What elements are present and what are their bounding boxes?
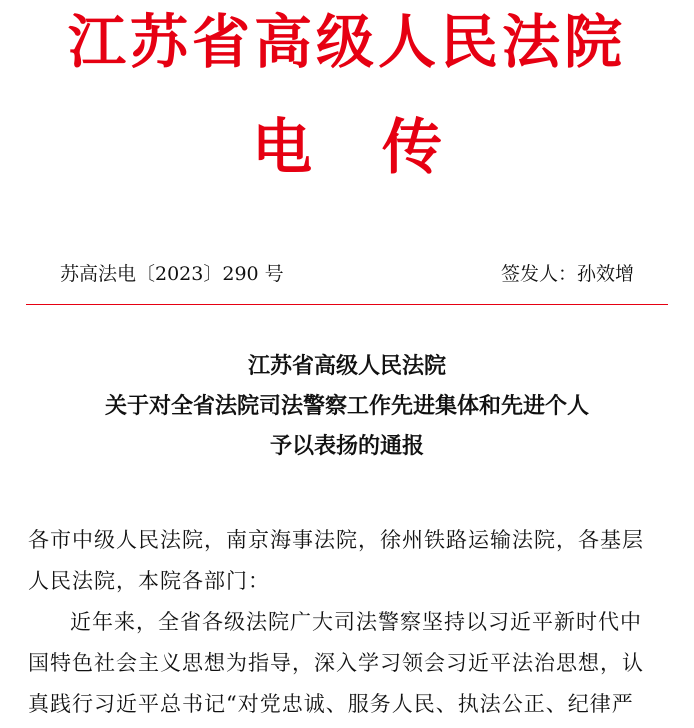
paragraph-line: 真践行习近平总书记“对党忠诚、服务人民、执法公正、纪律严 (28, 692, 634, 716)
signer: 签发人：孙效增 (500, 263, 634, 285)
paragraph-line: 近年来，全省各级法院广大司法警察坚持以习近平新时代中 (70, 610, 642, 634)
red-separator-line (26, 304, 668, 305)
paragraph-line: 国特色社会主义思想为指导，深入学习领会习近平法治思想，认 (28, 651, 644, 675)
document-body (28, 520, 668, 725)
document-type-heading (0, 112, 694, 184)
notice-title-line-3: 予以表扬的通报 (269, 433, 424, 459)
document-number: 苏高法电〔2023〕290 号 (60, 263, 284, 285)
notice-title-line-2: 关于对全省法院司法警察工作先进集体和先进个人 (104, 393, 589, 419)
notice-title (0, 346, 694, 466)
notice-title-line-1: 江苏省高级人民法院 (247, 353, 446, 379)
document-type-char-1: 电 (252, 113, 312, 183)
addressee-line: 人民法院，本院各部门： (28, 569, 270, 593)
addressee-line: 各市中级人民法院，南京海事法院，徐州铁路运输法院，各基层 (28, 528, 644, 552)
document-type-char-2: 传 (382, 113, 442, 183)
document-meta-row (60, 260, 634, 288)
issuing-organization-title: 江苏省高级人民法院 (67, 8, 626, 76)
